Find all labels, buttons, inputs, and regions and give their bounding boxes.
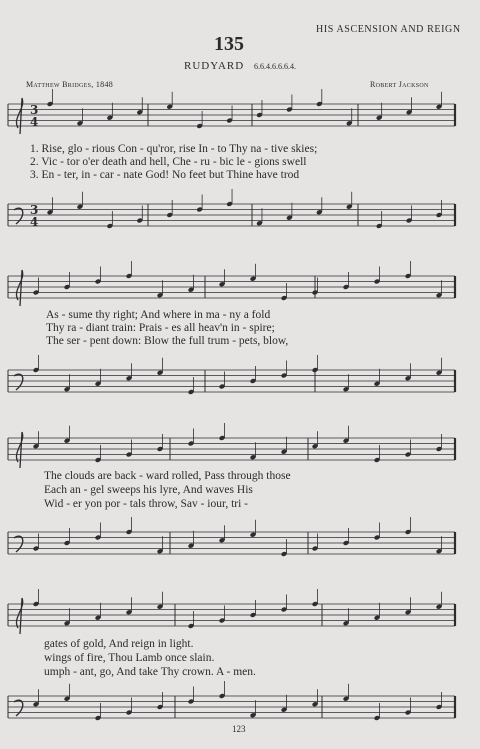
bass-clef-icon (14, 700, 23, 716)
treble-clef-icon (16, 270, 22, 306)
treble-staff-4 (0, 596, 480, 636)
lyric-line: wings of fire, Thou Lamb once slain. (44, 652, 215, 664)
lyric-line: umph - ant, go, And take Thy crown. A - men. (44, 666, 256, 678)
lyric-line: gates of gold, And reign in light. (44, 638, 194, 650)
bass-staff-4 (0, 688, 480, 728)
treble-clef-icon (16, 432, 22, 468)
bass-clef-icon (14, 536, 23, 552)
bass-clef-icon (14, 208, 23, 224)
treble-clef-icon (16, 598, 22, 634)
meter-label: 6.6.4.6.6.6.4. (254, 62, 296, 71)
tune-name: RUDYARD (184, 60, 245, 72)
page-number: 123 (232, 724, 246, 734)
lyric-line: The clouds are back - ward rolled, Pass through those (44, 470, 291, 482)
lyric-line: Thy ra - diant train: Prais - es all heav'n in - spire; (46, 322, 275, 334)
lyric-line: As - sume thy right; And where in ma - ny a fold (46, 309, 271, 321)
time-signature-bottom: 4 (30, 215, 39, 229)
lyric-line: 2. Vic - tor o'er death and hell, Che - ru - bic le - gions swell (30, 156, 307, 168)
words-credit: Matthew Bridges, 1848 (26, 80, 114, 89)
hymn-number: 135 (214, 33, 244, 55)
running-title: HIS ASCENSION AND REIGN (316, 24, 461, 35)
treble-staff-3 (0, 430, 480, 470)
bass-staff-3 (0, 524, 480, 564)
lyric-line: Each an - gel sweeps his lyre, And waves His (44, 484, 253, 496)
lyric-line: 3. En - ter, in - car - nate God! No feet but Thine have trod (30, 169, 300, 181)
lyric-line: Wid - er yon por - tals throw, Sav - iour, tri - (44, 498, 249, 510)
bass-clef-icon (14, 374, 23, 390)
treble-staff-2 (0, 268, 480, 308)
time-signature-top: 3 (30, 203, 39, 217)
lyric-line: 1. Rise, glo - rious Con - qu'ror, rise In - to Thy na - tive skies; (30, 143, 318, 155)
music-credit: Robert Jackson (370, 80, 429, 89)
time-signature-bottom: 4 (30, 115, 39, 129)
time-signature-top: 3 (30, 103, 39, 117)
bass-staff-2 (0, 362, 480, 402)
lyric-line: The ser - pent down: Blow the full trum - pets, blow, (46, 335, 289, 347)
bass-staff-1 (0, 196, 480, 236)
treble-clef-icon (16, 98, 22, 134)
treble-staff-1 (0, 96, 480, 136)
